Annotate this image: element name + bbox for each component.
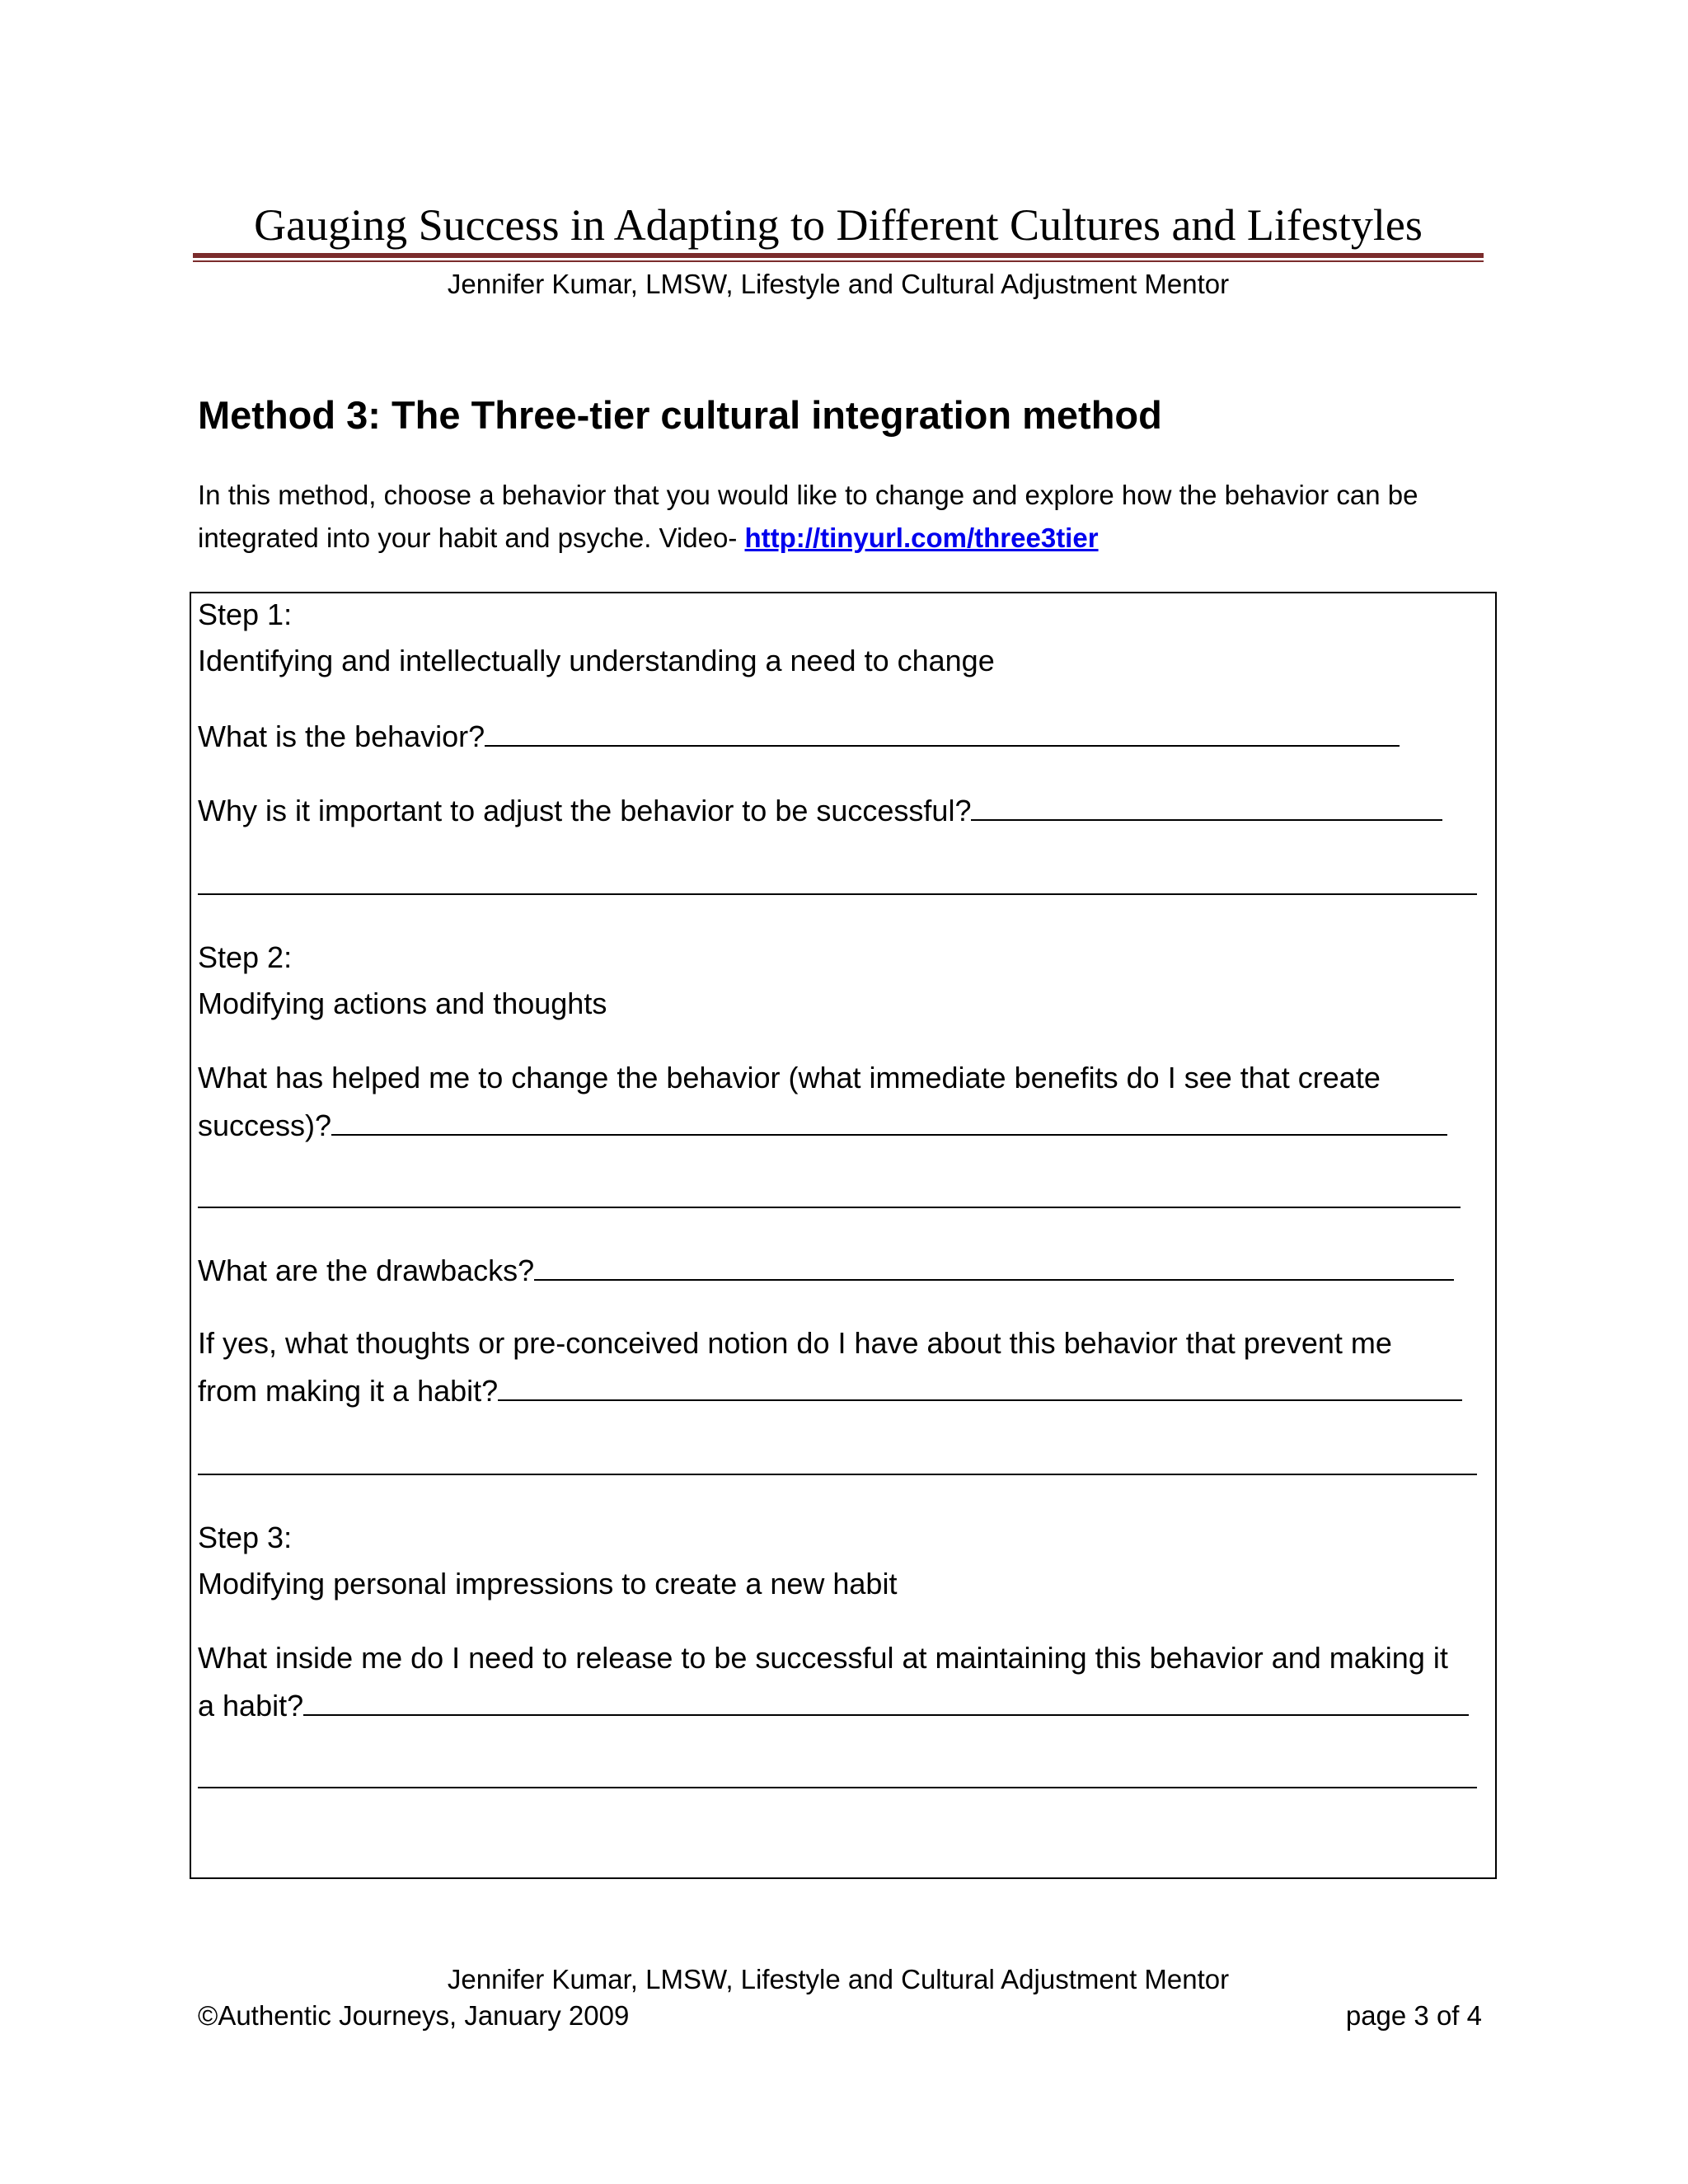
- step2-q3-answer-line-2[interactable]: [198, 1441, 1477, 1475]
- step3-q1-answer-line-2[interactable]: [198, 1754, 1477, 1788]
- step2-answer-line-extra: [198, 1174, 1461, 1221]
- step2-q2-text: What are the drawbacks?: [198, 1254, 535, 1287]
- title-rule-thin: [193, 260, 1484, 262]
- step3-q1-line2-text: a habit?: [198, 1689, 304, 1722]
- intro-line-2-text: integrated into your habit and psyche. Video-: [198, 523, 745, 553]
- step1-q1-text: What is the behavior?: [198, 719, 485, 753]
- step1-question-behavior: [198, 712, 1400, 760]
- footer-copyright: ©Authentic Journeys, January 2009: [198, 2000, 630, 2031]
- step2-q2-answer-line[interactable]: [534, 1246, 1454, 1281]
- step2-label: Step 2:: [198, 940, 293, 974]
- step3-question-release-line2: [198, 1681, 1469, 1729]
- step1-answer-line-extra: [198, 860, 1477, 908]
- step2-question-thoughts-line1: If yes, what thoughts or pre-conceived notion do I have about this behavior that prevent me: [198, 1326, 1392, 1360]
- step2-q3-answer-line[interactable]: [498, 1366, 1462, 1401]
- step2-q1-answer-line-2[interactable]: [198, 1174, 1461, 1208]
- step2-answer-line-extra-2: [198, 1441, 1477, 1488]
- step3-q1-answer-line[interactable]: [303, 1681, 1469, 1716]
- step2-question-helped-line2: [198, 1101, 1447, 1149]
- method-intro: [198, 474, 1517, 560]
- title-rule-thick: [193, 253, 1484, 258]
- author-subtitle: Jennifer Kumar, LMSW, Lifestyle and Cultural Adjustment Mentor: [447, 269, 1230, 299]
- step2-question-drawbacks: [198, 1246, 1454, 1294]
- step1-title: Identifying and intellectually understanding a need to change: [198, 644, 995, 677]
- step3-question-release-line1: What inside me do I need to release to be successful at maintaining this behavior and making it: [198, 1641, 1448, 1675]
- video-link[interactable]: http://tinyurl.com/three3tier: [744, 523, 1099, 553]
- step1-question-importance: [198, 786, 1442, 834]
- step1-q2-text: Why is it important to adjust the behavior to be successful?: [198, 794, 972, 827]
- method-heading: Method 3: The Three-tier cultural integration method: [198, 393, 1162, 437]
- step1-label: Step 1:: [198, 598, 293, 631]
- intro-line-1: In this method, choose a behavior that you would like to change and explore how the behavior can be: [198, 480, 1418, 510]
- intro-line-2: [198, 517, 1517, 560]
- step1-q2-answer-line-2[interactable]: [198, 860, 1477, 895]
- step2-question-thoughts-line2: [198, 1366, 1462, 1414]
- step2-q1-answer-line[interactable]: [331, 1101, 1447, 1136]
- step2-title: Modifying actions and thoughts: [198, 987, 607, 1020]
- step2-q1-line2-text: success)?: [198, 1108, 332, 1142]
- footer-author: Jennifer Kumar, LMSW, Lifestyle and Cultural Adjustment Mentor: [447, 1964, 1230, 1994]
- step2-question-helped-line1: What has helped me to change the behavior (what immediate benefits do I see that create: [198, 1061, 1381, 1094]
- step3-answer-line-extra: [198, 1754, 1477, 1802]
- document-title: Gauging Success in Adapting to Different Cultures and Lifestyles: [254, 200, 1423, 250]
- step1-q2-answer-line[interactable]: [971, 786, 1442, 821]
- step3-title: Modifying personal impressions to create a new habit: [198, 1567, 898, 1601]
- step3-label: Step 3:: [198, 1521, 293, 1554]
- step1-q1-answer-line[interactable]: [485, 712, 1400, 747]
- step2-q3-line2-text: from making it a habit?: [198, 1374, 499, 1408]
- footer-page-number: page 3 of 4: [1345, 2000, 1482, 2031]
